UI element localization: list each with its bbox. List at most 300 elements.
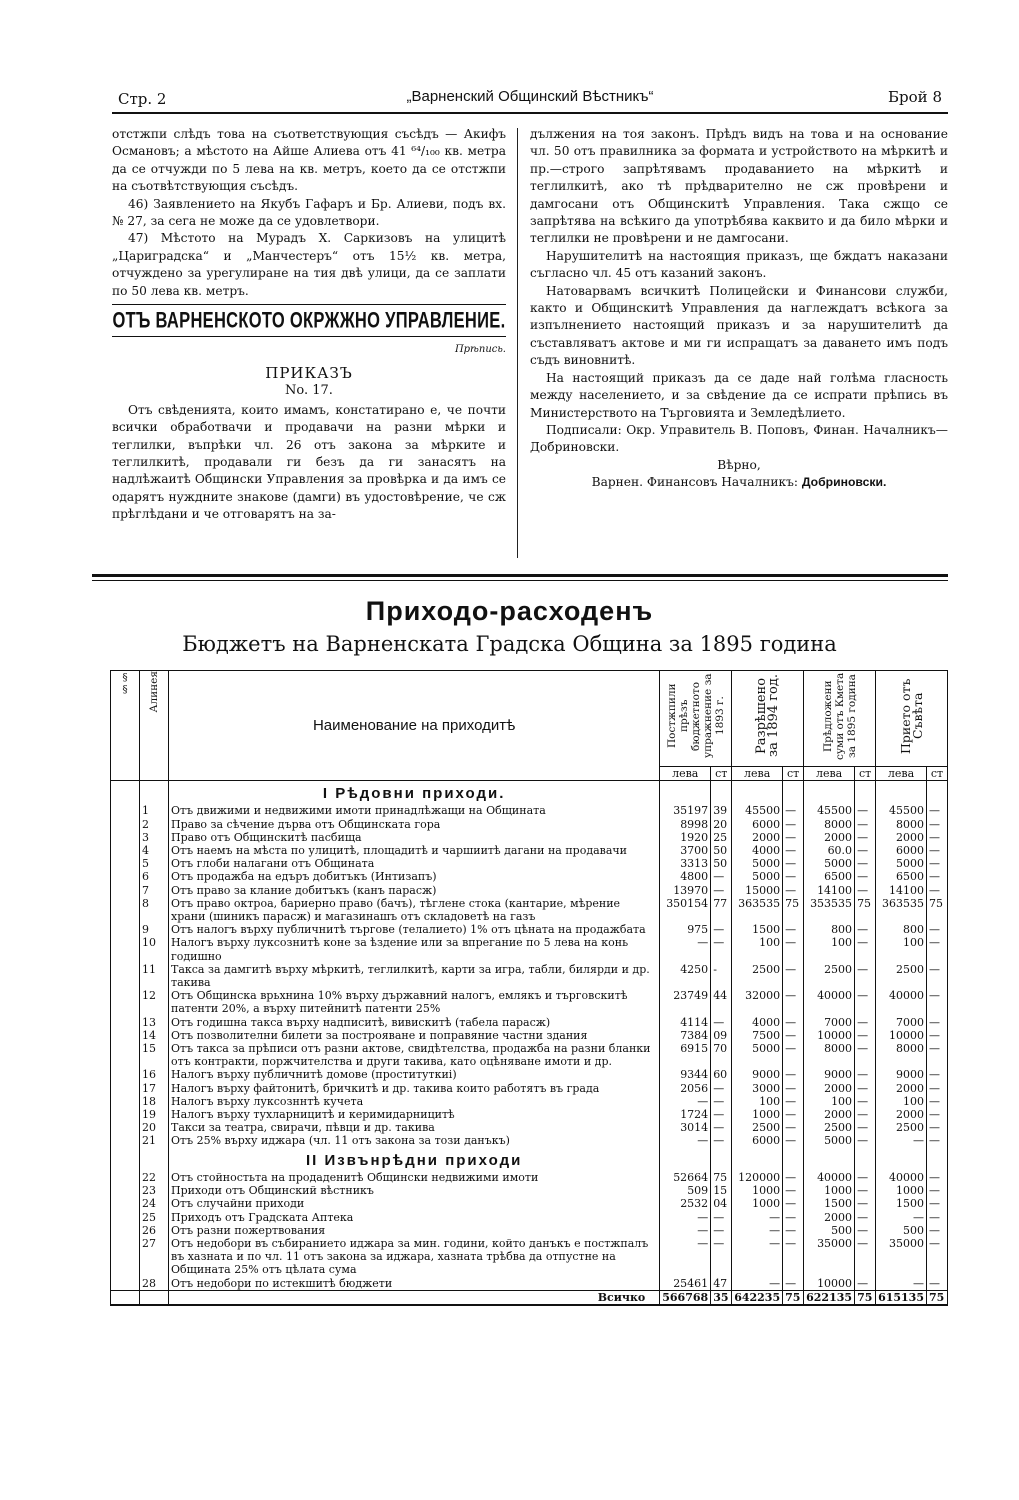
cell-description: Отъ Общинска врьхнина 10% върху държавний налогъ, емлякъ и търговскитѣ патенти 20%, а върху питейнитѣ патенти 25%	[169, 989, 660, 1015]
table-row	[111, 1108, 948, 1121]
cell-ss	[111, 1082, 140, 1095]
cell-proposed-leva: 1500	[804, 1197, 855, 1210]
cell-accepted-leva: —	[876, 1277, 927, 1291]
signature-line	[530, 474, 948, 491]
table-row	[111, 1068, 948, 1081]
cell-empty	[855, 1148, 876, 1171]
table-row	[111, 1277, 948, 1291]
total-row	[111, 1290, 948, 1305]
cell-proposed-leva: 2500	[804, 963, 855, 989]
cell-allowed-leva: 5000	[732, 1042, 783, 1068]
cell-allowed-leva: 32000	[732, 989, 783, 1015]
cell-allowed-st: —	[783, 818, 804, 831]
cell-description: Отъ стойностьта на продаденитѣ Общински недвижими имоти	[169, 1171, 660, 1184]
cell-proposed-st: —	[855, 1068, 876, 1081]
category-title: II Извънрѣдни приходи	[169, 1148, 660, 1171]
cell-proposed-leva: 2000	[804, 1082, 855, 1095]
cell-alinea: 26	[140, 1224, 169, 1237]
header-col1: Постжпили прѣзъ бюджетното упражнение за 1893 г.	[660, 671, 732, 767]
section-extraordinary-income	[111, 1148, 948, 1171]
cell-accepted-leva: 100	[876, 936, 927, 962]
unit-st-4: ст	[927, 767, 948, 781]
total-allowed-st: 75	[783, 1290, 804, 1305]
cell-empty	[732, 781, 783, 805]
cell-ss	[111, 1171, 140, 1184]
cell-proposed-st: —	[855, 884, 876, 897]
table-row	[111, 1042, 948, 1068]
table-row	[111, 857, 948, 870]
cell-received-leva: —	[660, 1134, 711, 1147]
cell-empty	[927, 1148, 948, 1171]
cell-accepted-st: —	[927, 831, 948, 844]
table-row	[111, 844, 948, 857]
cell-allowed-leva: 1000	[732, 1108, 783, 1121]
cell-accepted-leva: 5000	[876, 857, 927, 870]
cell-proposed-st: —	[855, 1042, 876, 1068]
cell-ss	[111, 831, 140, 844]
cell-allowed-st: —	[783, 963, 804, 989]
cell-accepted-leva: 6500	[876, 870, 927, 883]
cell-alinea: 3	[140, 831, 169, 844]
cell-received-st: 25	[711, 831, 732, 844]
cell-allowed-st: —	[783, 884, 804, 897]
cell-accepted-leva: 1000	[876, 1184, 927, 1197]
cell-alinea	[140, 781, 169, 805]
cell-ss	[111, 857, 140, 870]
page-header	[112, 88, 948, 114]
cell-received-st: —	[711, 923, 732, 936]
cell-received-st: 50	[711, 857, 732, 870]
cell-received-st: 15	[711, 1184, 732, 1197]
cell-allowed-leva: 6000	[732, 818, 783, 831]
unit-leva-2: лева	[732, 767, 783, 781]
cell-accepted-st: —	[927, 844, 948, 857]
cell-accepted-leva: 40000	[876, 989, 927, 1015]
cell-allowed-st: —	[783, 923, 804, 936]
cell-received-st: -	[711, 963, 732, 989]
verno-line: Вѣрно,	[717, 457, 761, 472]
cell-accepted-st: —	[927, 1108, 948, 1121]
cell-allowed-leva: 1000	[732, 1184, 783, 1197]
header-name: Наименование на приходитѣ	[169, 671, 660, 781]
table-header-row	[111, 671, 948, 767]
cell-accepted-leva: 40000	[876, 1171, 927, 1184]
cell-description: Право за сѣчение дърва отъ Общинската гора	[169, 818, 660, 831]
cell-description: Отъ недобори въ събиранието иджара за мин. години, който данъкъ е постжпалъ въ хазната и по чл. 11 отъ закона за иджара, хазната трѣбва да отпустне на Общината 25% отъ цѣлата сума	[169, 1237, 660, 1277]
cell-ss	[111, 1095, 140, 1108]
cell-proposed-leva: 500	[804, 1224, 855, 1237]
cell-allowed-st: —	[783, 1082, 804, 1095]
cell-alinea: 5	[140, 857, 169, 870]
cell-ss	[111, 1042, 140, 1068]
cell-allowed-leva: 9000	[732, 1068, 783, 1081]
cell-alinea: 12	[140, 989, 169, 1015]
cell-proposed-leva: 45500	[804, 804, 855, 817]
cell-allowed-leva: —	[732, 1277, 783, 1291]
cell-received-st: —	[711, 1134, 732, 1147]
cell-proposed-leva: 60.0	[804, 844, 855, 857]
header-ss: §§	[111, 671, 140, 781]
cell-proposed-leva: 40000	[804, 1171, 855, 1184]
cell-allowed-leva: 45500	[732, 804, 783, 817]
left-paragraph-4: Отъ свѣденията, които имамъ, констатирано е, че почти всички обработвачи и продавачи на разни мѣрки и теглилки, въпрѣки чл. 26 отъ закона за мѣрките и теглилкитѣ, продавали ги безъ да ги занасятъ на надлѣжаитѣ Общински Управления за провѣрка и да имъ се одарятъ нуждните знакове (дамги) въ удостовѣрение, че сж прѣглѣдани и че отговарятъ на за-	[112, 402, 506, 522]
cell-ss	[111, 844, 140, 857]
cell-accepted-st: —	[927, 989, 948, 1015]
cell-description: Отъ разни пожертвования	[169, 1224, 660, 1237]
cell-ss	[111, 781, 140, 805]
cell-ss	[111, 1029, 140, 1042]
cell-description: Отъ движими и недвижими имоти принадлѣжащи на Общината	[169, 804, 660, 817]
table-row	[111, 1237, 948, 1277]
cell-accepted-leva: 14100	[876, 884, 927, 897]
cell-proposed-st: 75	[855, 897, 876, 923]
table-row	[111, 818, 948, 831]
table-row	[111, 1121, 948, 1134]
cell-allowed-st: —	[783, 1068, 804, 1081]
cell-allowed-st: —	[783, 1095, 804, 1108]
unit-leva-4: лева	[876, 767, 927, 781]
left-column	[112, 126, 506, 524]
cell-alinea	[140, 1148, 169, 1171]
cell-accepted-st: 75	[927, 897, 948, 923]
cell-received-leva: —	[660, 1211, 711, 1224]
cell-ss	[111, 870, 140, 883]
cell-allowed-st: —	[783, 1224, 804, 1237]
cell-received-leva: 2056	[660, 1082, 711, 1095]
table-row	[111, 1211, 948, 1224]
total-proposed-leva: 622135	[804, 1290, 855, 1305]
cell-received-st: 44	[711, 989, 732, 1015]
cell-empty	[804, 1148, 855, 1171]
unit-st-3: ст	[855, 767, 876, 781]
cell-accepted-st: —	[927, 1134, 948, 1147]
cell-proposed-leva: 100	[804, 936, 855, 962]
cell-alinea: 14	[140, 1029, 169, 1042]
cell-accepted-st: —	[927, 1029, 948, 1042]
cell-empty	[927, 781, 948, 805]
cell-accepted-st: —	[927, 1184, 948, 1197]
cell-allowed-st: —	[783, 1171, 804, 1184]
cell-allowed-leva: 3000	[732, 1082, 783, 1095]
cell-allowed-leva: 100	[732, 1095, 783, 1108]
cell-empty	[804, 781, 855, 805]
cell-alinea: 28	[140, 1277, 169, 1291]
cell-received-leva: 4800	[660, 870, 711, 883]
cell-allowed-st: —	[783, 936, 804, 962]
total-received-st: 35	[711, 1290, 732, 1305]
cell-received-st: —	[711, 1108, 732, 1121]
cell-allowed-leva: 6000	[732, 1134, 783, 1147]
cell-received-st: —	[711, 1121, 732, 1134]
cell-proposed-st: —	[855, 923, 876, 936]
cell-accepted-st: —	[927, 1171, 948, 1184]
cell-accepted-leva: 1500	[876, 1197, 927, 1210]
right-paragraph-5: Подписали: Окр. Управитель В. Поповъ, Финан. Началникъ—Добриновски.	[530, 422, 948, 455]
cell-accepted-st: —	[927, 1016, 948, 1029]
cell-proposed-leva: 9000	[804, 1068, 855, 1081]
cell-accepted-leva: —	[876, 1134, 927, 1147]
cell-allowed-leva: 120000	[732, 1171, 783, 1184]
cell-proposed-st: —	[855, 1184, 876, 1197]
cell-description: Отъ недобори по истекшитѣ бюджети	[169, 1277, 660, 1291]
cell-proposed-st: —	[855, 1277, 876, 1291]
cell-proposed-leva: 2000	[804, 831, 855, 844]
cell-proposed-st: —	[855, 1108, 876, 1121]
cell-accepted-leva: 10000	[876, 1029, 927, 1042]
cell-received-st: —	[711, 1211, 732, 1224]
cell-accepted-leva: 2000	[876, 1082, 927, 1095]
total-accepted-st: 75	[927, 1290, 948, 1305]
cell-received-st: 20	[711, 818, 732, 831]
cell-description: Налогъ върху луксознитѣ коне за ѣздение или за впрегание по 5 лева на конь годишно	[169, 936, 660, 962]
header-col3: Прѣдложени суми отъ Кмета за 1895 година	[804, 671, 876, 767]
cell-description: Отъ продажба на едъръ добитъкъ (Интизапъ)	[169, 870, 660, 883]
total-accepted-leva: 615135	[876, 1290, 927, 1305]
cell-allowed-st: —	[783, 1197, 804, 1210]
cell-description: Отъ наемъ на мѣста по улицитѣ, площадитѣ и чаршиитѣ дагани на продавачи	[169, 844, 660, 857]
cell-alinea: 27	[140, 1237, 169, 1277]
cell-description: Такса за дамгитѣ върху мѣркитѣ, теглилкитѣ, карти за игра, табли, билярди и др. такива	[169, 963, 660, 989]
table-row	[111, 989, 948, 1015]
cell-received-st: —	[711, 1224, 732, 1237]
cell-description: Приходъ отъ Градската Аптека	[169, 1211, 660, 1224]
cell-description: Налогъ върху файтонитѣ, бричкитѣ и др. такива които работятъ въ града	[169, 1082, 660, 1095]
cell-received-st: 75	[711, 1171, 732, 1184]
cell-proposed-st: —	[855, 831, 876, 844]
cell-accepted-st: —	[927, 884, 948, 897]
cell-received-leva: 7384	[660, 1029, 711, 1042]
cell-accepted-st: —	[927, 1237, 948, 1277]
cell-proposed-leva: 6500	[804, 870, 855, 883]
table-row	[111, 831, 948, 844]
cell-empty	[876, 1148, 927, 1171]
cell-accepted-st: —	[927, 923, 948, 936]
cell-received-st: 39	[711, 804, 732, 817]
cell-allowed-st: —	[783, 1277, 804, 1291]
cell-allowed-leva: 363535	[732, 897, 783, 923]
cell-accepted-st: —	[927, 1277, 948, 1291]
cell-accepted-leva: 2500	[876, 963, 927, 989]
cell-proposed-leva: 14100	[804, 884, 855, 897]
cell-accepted-st: —	[927, 1068, 948, 1081]
cell-proposed-st: —	[855, 936, 876, 962]
table-row	[111, 1184, 948, 1197]
cell-alinea: 22	[140, 1171, 169, 1184]
unit-leva-1: лева	[660, 767, 711, 781]
right-column	[530, 126, 948, 492]
cell-allowed-st: —	[783, 857, 804, 870]
total-label: Всичко	[169, 1290, 660, 1305]
cell-allowed-st: —	[783, 804, 804, 817]
cell-received-leva: 25461	[660, 1277, 711, 1291]
cell-allowed-leva: —	[732, 1224, 783, 1237]
total-proposed-st: 75	[855, 1290, 876, 1305]
table-body	[111, 781, 948, 1305]
cell-received-st: —	[711, 936, 732, 962]
cell-alinea: 6	[140, 870, 169, 883]
cell-empty	[732, 1148, 783, 1171]
cell-alinea: 20	[140, 1121, 169, 1134]
cell-allowed-st: —	[783, 1042, 804, 1068]
cell-ss	[111, 818, 140, 831]
cell-empty	[855, 781, 876, 805]
table-row	[111, 1224, 948, 1237]
table-row	[111, 1134, 948, 1147]
cell-accepted-st: —	[927, 1095, 948, 1108]
cell-allowed-st: —	[783, 1211, 804, 1224]
cell-ss	[111, 1121, 140, 1134]
cell-alinea: 19	[140, 1108, 169, 1121]
cell-alinea: 24	[140, 1197, 169, 1210]
cell-description: Отъ глоби налагани отъ Общината	[169, 857, 660, 870]
cell-ss	[111, 804, 140, 817]
table-row	[111, 1082, 948, 1095]
table-row	[111, 1197, 948, 1210]
total-received-leva: 566768	[660, 1290, 711, 1305]
cell-received-leva: 509	[660, 1184, 711, 1197]
cell-proposed-leva: 7000	[804, 1016, 855, 1029]
cell-allowed-st: —	[783, 1121, 804, 1134]
cell-received-st: —	[711, 870, 732, 883]
cell-ss	[111, 884, 140, 897]
table-row	[111, 936, 948, 962]
cell-allowed-leva: 7500	[732, 1029, 783, 1042]
cell-alinea: 4	[140, 844, 169, 857]
cell-ss	[111, 1134, 140, 1147]
copy-note: Прѣпись.	[454, 344, 506, 356]
cell-accepted-st: —	[927, 1211, 948, 1224]
cell-empty	[660, 1148, 711, 1171]
unit-leva-3: лева	[804, 767, 855, 781]
cell-accepted-leva: 2000	[876, 831, 927, 844]
cell-received-leva: 52664	[660, 1171, 711, 1184]
cell-accepted-leva: 800	[876, 923, 927, 936]
cell-accepted-st: —	[927, 818, 948, 831]
order-title: ПРИКАЗЪ	[265, 363, 353, 382]
cell-allowed-leva: 4000	[732, 1016, 783, 1029]
cell-proposed-leva: 5000	[804, 857, 855, 870]
cell-allowed-leva: 2000	[732, 831, 783, 844]
cell-received-leva: —	[660, 1095, 711, 1108]
cell-description: Отъ право октроа, бариерно право (бачъ), тѣглене стока (кантарие, мѣрение храни (шиникъ парасж) и магазинашъ отъ складоветѣ на газъ	[169, 897, 660, 923]
cell-received-leva: 2532	[660, 1197, 711, 1210]
cell-received-leva: 13970	[660, 884, 711, 897]
cell-allowed-leva: 2500	[732, 1121, 783, 1134]
cell-description: Отъ случайни приходи	[169, 1197, 660, 1210]
cell-proposed-st: —	[855, 1016, 876, 1029]
cell-alinea: 15	[140, 1042, 169, 1068]
cell-description: Отъ налогъ върху публичнитѣ търгове (телалието) 1% отъ цѣната на продажбата	[169, 923, 660, 936]
cell-ss	[111, 1197, 140, 1210]
cell-allowed-st: —	[783, 1134, 804, 1147]
cell-proposed-leva: 100	[804, 1095, 855, 1108]
cell-proposed-leva: 35000	[804, 1237, 855, 1277]
header-col2: Разрѣшено за 1894 год.	[732, 671, 804, 767]
cell-allowed-st: —	[783, 989, 804, 1015]
cell-description: Отъ годишна такса върху надписитѣ, вивискитѣ (табела парасж)	[169, 1016, 660, 1029]
cell-received-leva: 9344	[660, 1068, 711, 1081]
cell-allowed-leva: —	[732, 1211, 783, 1224]
header-alinea: Алинея	[140, 671, 169, 781]
cell-empty	[783, 781, 804, 805]
cell-allowed-st: —	[783, 844, 804, 857]
cell-alinea: 16	[140, 1068, 169, 1081]
cell-received-leva: 1724	[660, 1108, 711, 1121]
cell-received-leva: —	[660, 936, 711, 962]
cell-ss	[111, 1277, 140, 1291]
cell-received-st: 70	[711, 1042, 732, 1068]
cell-allowed-st: —	[783, 1108, 804, 1121]
cell-proposed-leva: 8000	[804, 1042, 855, 1068]
table-row	[111, 1171, 948, 1184]
cell-alinea: 11	[140, 963, 169, 989]
page-number: Стр. 2	[118, 90, 167, 108]
cell-received-leva: 3313	[660, 857, 711, 870]
cell-received-st: 50	[711, 844, 732, 857]
cell-proposed-st: —	[855, 857, 876, 870]
cell-allowed-leva: 5000	[732, 857, 783, 870]
cell-received-st: —	[711, 1016, 732, 1029]
cell-allowed-st: —	[783, 831, 804, 844]
table-row	[111, 1016, 948, 1029]
section-title: ОТЪ ВАРНЕНСКОТО ОКРЖЖНО УПРАВЛЕНИЕ.	[112, 308, 506, 333]
newspaper-title: „Варненский Общинский Вѣстникъ“	[406, 88, 654, 105]
total-allowed-leva: 642235	[732, 1290, 783, 1305]
cell-proposed-leva: 40000	[804, 989, 855, 1015]
cell-proposed-leva: 2000	[804, 1108, 855, 1121]
cell-accepted-leva: 363535	[876, 897, 927, 923]
cell-accepted-leva: 8000	[876, 1042, 927, 1068]
cell-proposed-st: —	[855, 1224, 876, 1237]
cell-alinea: 9	[140, 923, 169, 936]
cell-ss	[111, 1224, 140, 1237]
cell-received-leva: 3014	[660, 1121, 711, 1134]
issue-number: Брой 8	[888, 88, 942, 106]
cell-proposed-st: —	[855, 1082, 876, 1095]
table-row	[111, 884, 948, 897]
cell-alinea: 1	[140, 804, 169, 817]
cell-proposed-st: —	[855, 1237, 876, 1277]
cell-allowed-leva: 4000	[732, 844, 783, 857]
cell-ss	[111, 963, 140, 989]
cell-received-leva: 975	[660, 923, 711, 936]
budget-subtitle: Бюджетъ на Варненската Градска Община за 1895 година	[182, 632, 837, 656]
cell-alinea	[140, 1290, 169, 1305]
cell-accepted-st: —	[927, 963, 948, 989]
cell-allowed-st: —	[783, 1029, 804, 1042]
cell-received-leva: 1920	[660, 831, 711, 844]
cell-received-leva: 350154	[660, 897, 711, 923]
cell-accepted-st: —	[927, 857, 948, 870]
cell-proposed-st: —	[855, 1095, 876, 1108]
cell-ss	[111, 989, 140, 1015]
cell-description: Налогъ върху публичнитѣ домове (проституткиі)	[169, 1068, 660, 1081]
double-rule	[92, 574, 948, 581]
header-col4: Приетo отъ Съвѣта	[876, 671, 948, 767]
cell-empty	[711, 781, 732, 805]
cell-alinea: 2	[140, 818, 169, 831]
budget-title: Приходо-расходенъ	[365, 596, 654, 626]
cell-ss	[111, 1290, 140, 1305]
column-divider	[517, 128, 518, 558]
cell-allowed-leva: 2500	[732, 963, 783, 989]
cell-accepted-st: —	[927, 1082, 948, 1095]
cell-alinea: 21	[140, 1134, 169, 1147]
cell-description: Налогъ върху тухларницитѣ и керимидарницитѣ	[169, 1108, 660, 1121]
cell-accepted-leva: 2000	[876, 1108, 927, 1121]
cell-alinea: 25	[140, 1211, 169, 1224]
cell-proposed-st: —	[855, 818, 876, 831]
